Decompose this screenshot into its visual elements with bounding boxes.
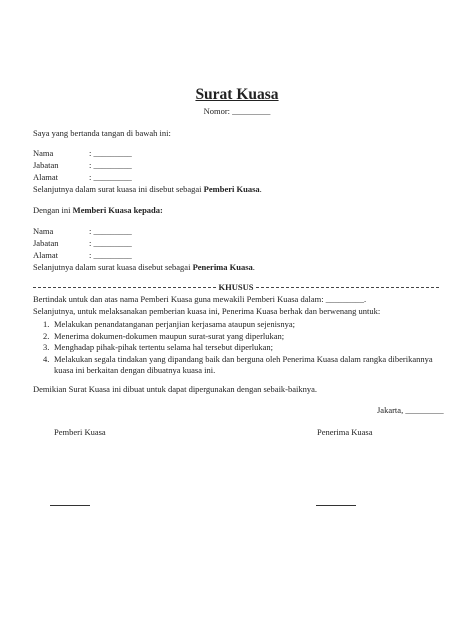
receiver-intro — [33, 205, 163, 216]
list-item — [43, 342, 443, 354]
receiver-closing-suffix: . — [252, 262, 255, 272]
receiver-name-value: : _________ — [89, 226, 132, 236]
list-item-text: Menerima dokumen-dokumen maupun surat-surat yang diperlukan; — [54, 330, 285, 341]
receiver-closing — [33, 262, 255, 273]
list-item — [43, 331, 443, 343]
receiver-name-label: Nama — [33, 226, 54, 236]
receiver-address-label: Alamat — [33, 250, 59, 260]
closing-statement: Demikian Surat Kuasa ini dibuat untuk dapat dipergunakan dengan sebaik-baiknya. — [33, 384, 318, 394]
divider-line-right — [256, 287, 439, 288]
list-item-number: 2. — [43, 330, 50, 341]
giver-address-label: Alamat — [33, 172, 59, 182]
giver-name-value: : _________ — [89, 148, 132, 158]
giver-position-value: : _________ — [89, 160, 132, 170]
list-item-text: Menghadap pihak-pihak tertentu selama hal tersebut diperlukan; — [54, 342, 274, 352]
giver-closing-prefix: Selanjutnya dalam surat kuasa ini disebut sebagai — [33, 184, 204, 194]
signature-line-giver — [50, 505, 90, 506]
receiver-position-value: : _________ — [89, 238, 132, 248]
divider-line-left — [33, 287, 216, 288]
giver-address-value: : _________ — [89, 172, 132, 182]
receiver-closing-bold: Penerima Kuasa — [192, 262, 253, 272]
giver-closing — [33, 184, 262, 195]
receiver-intro-prefix: Dengan ini — [33, 205, 73, 215]
document-number: Nomor: _________ — [203, 106, 271, 116]
intro-text: Saya yang bertanda tangan di bawah ini: — [33, 128, 171, 138]
signature-line-receiver — [316, 505, 356, 506]
receiver-intro-bold: Memberi Kuasa kepada: — [72, 205, 163, 215]
giver-position-label: Jabatan — [33, 160, 59, 170]
list-item-number: 1. — [43, 319, 50, 329]
list-item — [43, 354, 443, 377]
signature-label-receiver: Penerima Kuasa — [317, 427, 373, 437]
list-item-text: Melakukan penandatanganan perjanjian kerjasama ataupun sejenisnya; — [54, 319, 295, 329]
list-item — [43, 319, 443, 331]
document-title: Surat Kuasa — [195, 86, 279, 103]
authority-list — [43, 319, 443, 377]
list-item-text: Melakukan segala tindakan yang dipandang baik dan berguna oleh Penerima Kuasa dalam rangka diberikannya kuasa ini berkaitan dengan dibuatnya kuasa ini. — [54, 353, 433, 375]
list-item-number: 4. — [43, 353, 50, 364]
receiver-closing-prefix: Selanjutnya dalam surat kuasa disebut sebagai — [33, 262, 193, 272]
place-date: Jakarta, _________ — [377, 405, 444, 415]
signature-label-giver: Pemberi Kuasa — [54, 427, 106, 437]
paragraph-representation: Bertindak untuk dan atas nama Pemberi Kuasa guna mewakili Pemberi Kuasa dalam: _________. — [33, 294, 367, 304]
divider-word: KHUSUS — [218, 282, 254, 292]
giver-closing-suffix: . — [259, 184, 262, 194]
receiver-position-label: Jabatan — [33, 238, 59, 248]
giver-closing-bold: Pemberi Kuasa — [203, 184, 260, 194]
paragraph-authority: Selanjutnya, untuk melaksanakan pemberian kuasa ini, Penerima Kuasa berhak dan berwenang untuk: — [33, 306, 381, 316]
receiver-address-value: : _________ — [89, 250, 132, 260]
giver-name-label: Nama — [33, 148, 54, 158]
khusus-divider — [33, 282, 439, 293]
list-item-number: 3. — [43, 342, 50, 352]
